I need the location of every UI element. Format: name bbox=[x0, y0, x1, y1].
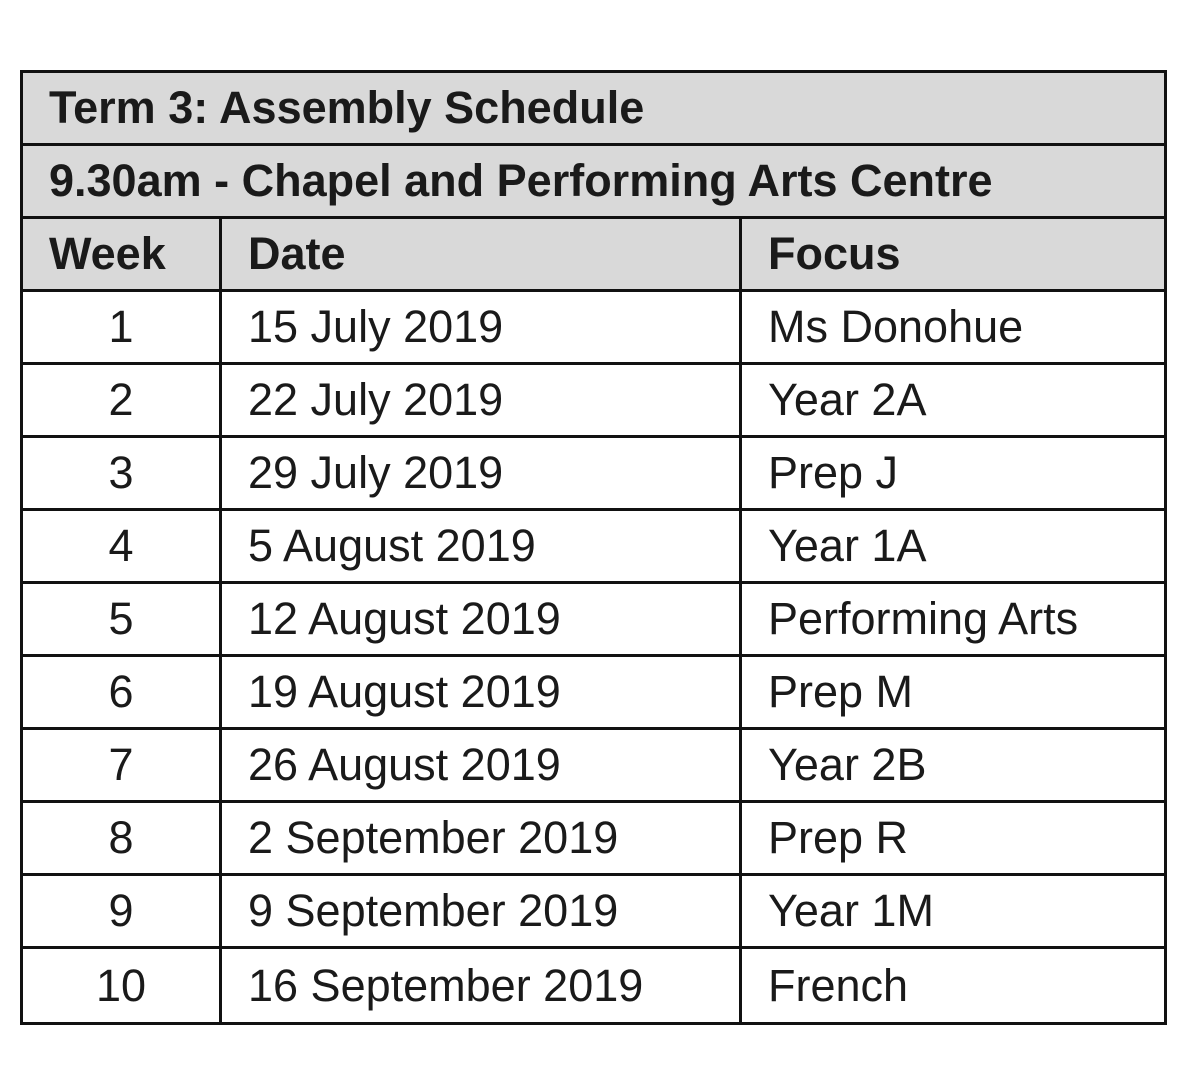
date-cell: 19 August 2019 bbox=[222, 657, 742, 730]
schedule-subtitle: 9.30am - Chapel and Performing Arts Centre bbox=[23, 146, 1164, 219]
date-cell: 15 July 2019 bbox=[222, 292, 742, 365]
column-header-week: Week bbox=[23, 219, 222, 292]
week-cell: 5 bbox=[23, 584, 222, 657]
focus-cell: Year 2A bbox=[742, 365, 1164, 438]
focus-cell: Prep M bbox=[742, 657, 1164, 730]
date-cell: 5 August 2019 bbox=[222, 511, 742, 584]
focus-cell: Year 2B bbox=[742, 730, 1164, 803]
focus-cell: Performing Arts bbox=[742, 584, 1164, 657]
date-cell: 22 July 2019 bbox=[222, 365, 742, 438]
date-cell: 12 August 2019 bbox=[222, 584, 742, 657]
week-cell: 4 bbox=[23, 511, 222, 584]
date-cell: 9 September 2019 bbox=[222, 876, 742, 949]
focus-cell: French bbox=[768, 959, 909, 1011]
date-cell: 16 September 2019 bbox=[222, 949, 742, 1022]
week-cell: 1 bbox=[23, 292, 222, 365]
column-header-focus: Focus bbox=[742, 219, 1164, 292]
week-cell: 2 bbox=[23, 365, 222, 438]
schedule-title: Term 3: Assembly Schedule bbox=[23, 73, 1164, 146]
week-cell: 3 bbox=[23, 438, 222, 511]
date-cell: 29 July 2019 bbox=[222, 438, 742, 511]
focus-cell: Year 1M bbox=[742, 876, 1164, 949]
week-cell: 7 bbox=[23, 730, 222, 803]
focus-cell: Year 1A bbox=[742, 511, 1164, 584]
date-cell: 2 September 2019 bbox=[222, 803, 742, 876]
focus-cell: Ms Donohue bbox=[742, 292, 1164, 365]
week-cell: 6 bbox=[23, 657, 222, 730]
assembly-schedule-table bbox=[20, 70, 1167, 1025]
focus-cell: Prep J bbox=[742, 438, 1164, 511]
week-cell: 10 bbox=[23, 949, 222, 1022]
week-cell: 9 bbox=[23, 876, 222, 949]
week-cell: 8 bbox=[23, 803, 222, 876]
column-header-date: Date bbox=[222, 219, 742, 292]
focus-cell: Prep R bbox=[742, 803, 1164, 876]
date-cell: 26 August 2019 bbox=[222, 730, 742, 803]
